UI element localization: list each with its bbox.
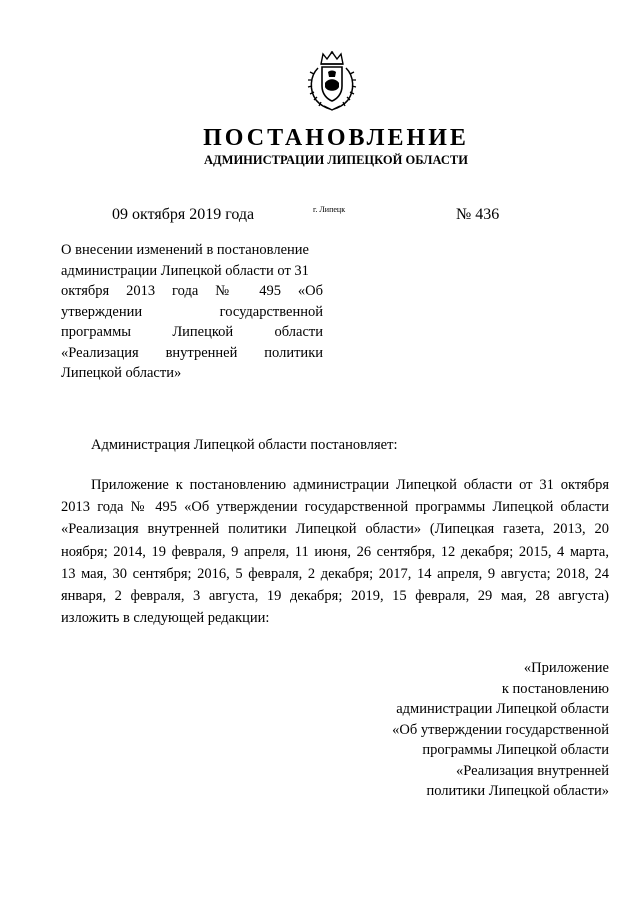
subject-line: утверждении государственной bbox=[61, 303, 323, 320]
body-line: изложить в следующей редакции: bbox=[61, 610, 270, 627]
body-line: января, 2 февраля, 3 августа, 19 декабря; 2019, 15 февраля, 29 мая, 28 августа) bbox=[61, 588, 609, 605]
body-line: 13 мая, 30 сентября; 2016, 5 февраля, 2 декабря; 2017, 14 апреля, 9 августа; 2018, 24 bbox=[61, 565, 609, 582]
body-line: 2013 года № 495 «Об утверждении государственной программы Липецкой области bbox=[61, 499, 609, 516]
issuer-subtitle: АДМИНИСТРАЦИИ ЛИПЕЦКОЙ ОБЛАСТИ bbox=[204, 153, 468, 167]
document-type-title: ПОСТАНОВЛЕНИЕ bbox=[203, 125, 469, 151]
appendix-line: к постановлению bbox=[501, 680, 609, 697]
document-date: 09 октября 2019 года bbox=[112, 206, 255, 223]
appendix-line: «Реализация внутренней bbox=[455, 762, 609, 779]
subject-line: администрации Липецкой области от 31 bbox=[61, 262, 309, 279]
appendix-line: программы Липецкой области bbox=[422, 742, 609, 758]
subject-line: октября 2013 года № 495 «Об bbox=[61, 283, 323, 299]
appendix-line: политики Липецкой области» bbox=[426, 783, 609, 799]
appendix-line: «Приложение bbox=[523, 660, 609, 676]
appendix-line: администрации Липецкой области bbox=[396, 701, 609, 717]
subject-line: программы Липецкой области bbox=[61, 324, 323, 340]
document-number: № 436 bbox=[456, 206, 500, 223]
coat-of-arms-icon bbox=[306, 50, 358, 112]
body-paragraph bbox=[61, 474, 609, 629]
body-line: ноября; 2014, 19 февраля, 9 апреля, 11 июня, 26 сентября, 12 декабря; 2015, 4 марта, bbox=[61, 543, 609, 560]
document-place: г. Липецк bbox=[313, 205, 346, 214]
appendix-line: «Об утверждении государственной bbox=[392, 721, 609, 738]
body-line: «Реализация внутренней политики Липецкой области» (Липецкая газета, 2013, 20 bbox=[61, 521, 609, 538]
decree-statement: Администрация Липецкой области постановляет: bbox=[91, 437, 398, 453]
appendix-heading bbox=[349, 658, 609, 802]
subject-line: «Реализация внутренней политики bbox=[61, 344, 323, 361]
subject-line: Липецкой области» bbox=[61, 365, 182, 381]
body-line: Приложение к постановлению администрации Липецкой области от 31 октября bbox=[91, 477, 609, 493]
subject-block bbox=[61, 240, 323, 384]
subject-line: О внесении изменений в постановление bbox=[61, 242, 309, 258]
